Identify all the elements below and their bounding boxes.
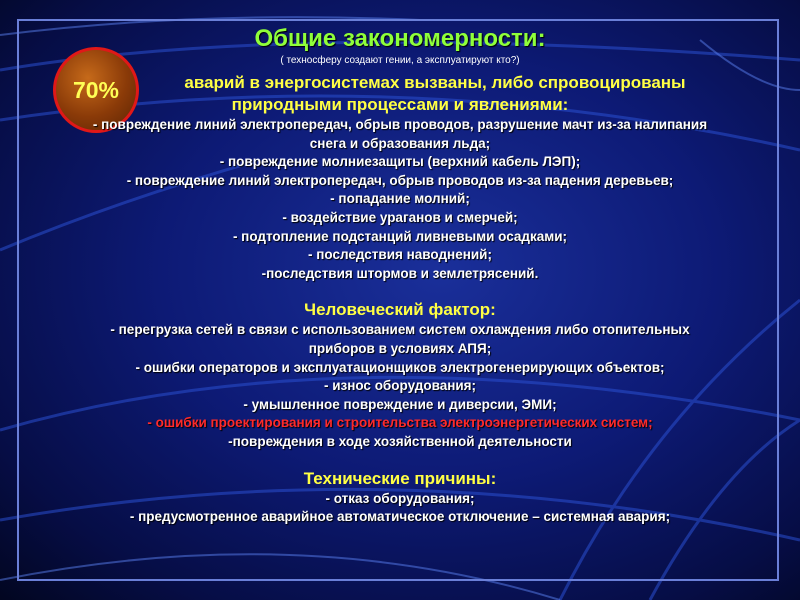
list-item: - умышленное повреждение и диверсии, ЭМИ; (243, 396, 557, 412)
technical-causes-heading: Технические причины: (303, 468, 497, 488)
list-item: - повреждение линий электропередач, обрыв проводов, разрушение мачт из-за налипания (92, 117, 708, 132)
list-item: - износ оборудования; (323, 378, 477, 394)
list-item: - предусмотренное аварийное автоматическое отключение – системная авария; (129, 509, 671, 525)
list-item: снега и образования льда; (309, 135, 491, 151)
natural-causes-list (20, 116, 780, 283)
list-item: -повреждения в ходе хозяйственной деятельности (228, 433, 572, 449)
list-item-highlighted: - ошибки проектирования и строительства электроэнергетических систем; (147, 415, 653, 431)
list-item: - повреждение молниезащиты (верхний кабель ЛЭП); (219, 154, 581, 170)
list-item: - отказ оборудования; (325, 490, 475, 506)
human-factor-list (20, 321, 780, 451)
list-item: - последствия наводнений; (308, 247, 492, 263)
list-item: - подтопление подстанций ливневыми осадками; (232, 228, 568, 244)
list-item: - воздействие ураганов и смерчей; (282, 209, 518, 225)
list-item: -последствия штормов и землетрясений. (261, 265, 539, 281)
human-factor-heading: Человеческий фактор: (304, 300, 496, 320)
headline-line-1: аварий в энергосистемах вызваны, либо спровоцированы (184, 73, 686, 92)
list-item: - повреждение линий электропередач, обрыв проводов из-за падения деревьев; (126, 172, 674, 188)
list-item: приборов в условиях АПЯ; (308, 340, 492, 356)
technical-causes-list (20, 490, 780, 527)
list-item: - попадание молний; (330, 191, 470, 207)
list-item: - ошибки операторов и эксплуатационщиков электрогенерирующих объектов; (135, 359, 665, 375)
headline-line-2: природными процессами и явлениями: (231, 95, 569, 114)
slide-subtitle: ( техносферу создают гении, а эксплуатируют кто?) (280, 55, 520, 66)
list-item: - перегрузка сетей в связи с использованием систем охлаждения либо отопительных (110, 322, 690, 338)
percent-badge-text: 70% (72, 76, 120, 103)
slide-content (20, 24, 780, 527)
slide-title: Общие закономерности: (254, 25, 546, 52)
